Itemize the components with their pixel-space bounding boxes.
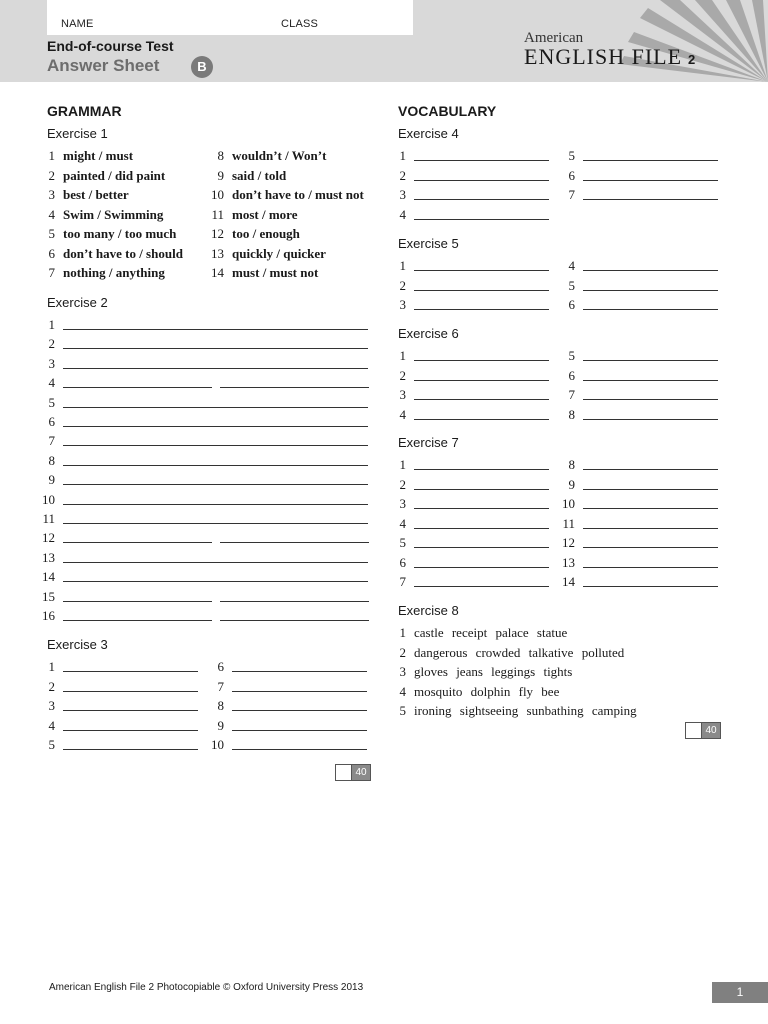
answer-row [559,514,718,533]
answer-row [390,514,549,533]
brand-american: American [524,30,584,46]
item-number: 6 [568,297,575,312]
answer-line[interactable] [63,387,212,388]
footer-copyright: American English File 2 Photocopiable © Oxford University Press 2013 [49,982,364,993]
answer-line[interactable] [583,360,718,361]
answer-row [390,572,549,591]
item-number: 11 [562,515,575,531]
item-number: 9 [217,167,224,183]
answer-line[interactable] [414,380,549,381]
item-number: 6 [48,245,55,261]
answer-row [208,205,297,224]
answer-choice: most / more [232,206,298,222]
item-number: 4 [48,717,55,733]
answer-choice: said / told [232,167,287,183]
answer-choice: too many / too much [63,226,177,241]
item-number: 8 [568,457,575,472]
word-list: gloves jeans leggings tights [414,664,573,679]
brand-name: ENGLISH FILE [524,44,683,69]
item-number: 2 [399,644,406,660]
answer-line[interactable] [414,469,549,470]
answer-line[interactable] [414,360,549,361]
item-number: 10 [42,491,55,507]
exercise-5-title: Exercise 5 [398,236,459,251]
answer-row [208,146,326,165]
answer-line[interactable] [583,270,718,271]
answer-row [39,224,176,243]
version-badge: B [191,56,213,78]
item-number: 7 [217,678,224,694]
answer-row [39,263,165,282]
item-number: 15 [42,588,55,604]
score-blank[interactable] [686,723,702,738]
answer-line[interactable] [414,180,549,181]
brand-level: 2 [688,52,697,67]
answer-row [559,295,718,314]
item-number: 7 [48,433,55,449]
answer-line[interactable] [63,504,368,505]
item-number: 5 [48,394,55,410]
answer-row [559,256,718,275]
answer-row [208,735,367,754]
answer-row [39,470,368,489]
answer-row [559,455,718,474]
answer-row [390,256,549,275]
exercise-2-title: Exercise 2 [47,295,108,310]
answer-row [39,490,368,509]
item-number: 13 [42,549,55,565]
answer-row [390,662,572,681]
item-number: 9 [217,717,224,733]
answer-row [39,451,368,470]
answer-row [39,146,133,165]
item-number: 2 [399,277,406,293]
answer-choice: nothing / anything [63,265,165,280]
answer-line[interactable] [63,348,368,349]
answer-row [208,716,367,735]
answer-choice: might / must [63,148,134,163]
answer-choice: best / better [63,187,129,202]
item-number: 4 [48,206,55,222]
item-number: 2 [48,167,55,183]
answer-row [390,146,549,165]
answer-row [39,412,368,431]
item-number: 1 [48,317,55,332]
answer-row [390,494,549,513]
answer-line[interactable] [414,309,549,310]
item-number: 2 [399,367,406,383]
vocabulary-title: VOCABULARY [398,103,497,119]
answer-row [390,643,624,662]
answer-line[interactable] [232,671,367,672]
item-number: 5 [48,226,55,241]
answer-line[interactable] [63,445,368,446]
item-number: 5 [568,348,575,363]
page-number: 1 [712,982,768,1003]
answer-row [559,366,718,385]
item-number: 10 [211,737,224,752]
answer-row [39,244,183,263]
answer-row [39,606,369,625]
answer-row [559,405,718,424]
answer-choice: must / must not [232,265,319,280]
item-number: 4 [48,375,55,391]
item-number: 3 [48,187,55,202]
answer-row [559,553,718,572]
item-number: 3 [399,496,406,511]
item-number: 8 [568,406,575,422]
answer-row [39,354,368,373]
answer-line[interactable] [583,180,718,181]
answer-row [390,455,549,474]
answer-line[interactable] [414,219,549,220]
item-number: 12 [211,226,224,241]
answer-line[interactable] [232,749,367,750]
item-number: 7 [399,574,406,589]
answer-row [39,677,198,696]
answer-row [390,166,549,185]
answer-line[interactable] [583,160,718,161]
brand-logo [524,44,696,70]
answer-line[interactable] [220,542,369,543]
answer-row [39,205,163,224]
answer-row [559,146,718,165]
word-list: castle receipt palace statue [414,625,568,640]
answer-line[interactable] [583,290,718,291]
answer-row [39,528,369,547]
item-number: 2 [399,167,406,183]
answer-line[interactable] [63,710,198,711]
item-number: 6 [48,414,55,429]
answer-line[interactable] [63,691,198,692]
exercise-3-title: Exercise 3 [47,637,108,652]
answer-line[interactable] [220,620,369,621]
item-number: 5 [48,737,55,752]
item-number: 3 [48,355,55,371]
answer-line[interactable] [583,399,718,400]
answer-line[interactable] [63,465,368,466]
item-number: 8 [217,698,224,713]
answer-line[interactable] [414,528,549,529]
item-number: 6 [217,659,224,674]
answer-row [390,475,549,494]
answer-row [390,701,637,720]
answer-row [39,567,368,586]
answer-choice: don’t have to / must not [232,187,364,202]
answer-row [208,224,300,243]
answer-line[interactable] [583,528,718,529]
item-number: 1 [48,659,55,674]
item-number: 13 [211,245,224,261]
exercise-1-title: Exercise 1 [47,126,108,141]
item-number: 5 [568,277,575,293]
item-number: 14 [562,574,575,589]
item-number: 1 [48,148,55,163]
item-number: 9 [48,472,55,488]
exercise-6-title: Exercise 6 [398,326,459,341]
answer-line[interactable] [232,691,367,692]
answer-row [559,533,718,552]
answer-line[interactable] [63,426,368,427]
answer-row [208,263,318,282]
answer-row [39,509,368,528]
answer-line[interactable] [414,290,549,291]
word-list: ironing sightseeing sunbathing camping [414,703,637,718]
item-number: 1 [399,348,406,363]
name-class-box [47,0,413,35]
item-number: 3 [48,698,55,713]
answer-line[interactable] [583,567,718,568]
answer-row [559,185,718,204]
answer-row [559,494,718,513]
answer-line[interactable] [63,620,212,621]
page-header [0,0,768,82]
item-number: 13 [562,554,575,570]
answer-line[interactable] [414,489,549,490]
item-number: 8 [48,452,55,468]
answer-line[interactable] [583,419,718,420]
answer-line[interactable] [63,730,198,731]
answer-choice: painted / did paint [63,167,166,183]
grammar-score-box [335,764,371,781]
answer-line[interactable] [63,368,368,369]
exercise-4-title: Exercise 4 [398,126,459,141]
item-number: 3 [399,387,406,402]
answer-line[interactable] [414,547,549,548]
answer-row [390,276,549,295]
item-number: 14 [42,569,55,585]
answer-row [559,166,718,185]
answer-line[interactable] [63,671,198,672]
answer-choice: wouldn’t / Won’t [232,148,327,163]
item-number: 3 [399,664,406,679]
answer-line[interactable] [63,601,212,602]
answer-line[interactable] [414,419,549,420]
answer-line[interactable] [583,469,718,470]
score-blank[interactable] [336,765,352,780]
item-number: 3 [399,187,406,202]
item-number: 8 [217,148,224,163]
answer-line[interactable] [583,380,718,381]
vocabulary-score-box [685,722,721,739]
answer-choice: Swim / Swimming [63,206,164,222]
answer-line[interactable] [414,586,549,587]
answer-row [208,185,364,204]
answer-line[interactable] [220,601,369,602]
item-number: 11 [211,206,224,222]
answer-row [559,385,718,404]
answer-row [390,682,559,701]
answer-row [39,373,369,392]
answer-row [39,166,165,185]
answer-line[interactable] [63,749,198,750]
answer-line[interactable] [232,730,367,731]
score-total: 40 [352,765,370,780]
answer-row [39,657,198,676]
item-number: 4 [399,206,406,222]
answer-row [559,475,718,494]
item-number: 4 [399,406,406,422]
answer-line[interactable] [414,160,549,161]
item-number: 5 [399,535,406,550]
item-number: 10 [211,187,224,202]
answer-row [39,548,368,567]
answer-line[interactable] [414,567,549,568]
item-number: 2 [48,336,55,352]
answer-line[interactable] [583,547,718,548]
answer-line[interactable] [63,484,368,485]
answer-line[interactable] [63,562,368,563]
word-list: dangerous crowded talkative polluted [414,644,625,660]
answer-line[interactable] [414,199,549,200]
item-number: 1 [399,148,406,163]
item-number: 14 [211,265,224,280]
item-number: 6 [568,367,575,383]
sheet-title: Answer Sheet [47,56,160,75]
item-number: 7 [48,265,55,280]
answer-row [208,677,367,696]
answer-line[interactable] [63,407,368,408]
answer-row [390,533,549,552]
item-number: 9 [568,476,575,492]
item-number: 16 [42,608,55,623]
answer-row [208,657,367,676]
test-title: End-of-course Test [47,38,174,54]
answer-line[interactable] [220,387,369,388]
answer-row [39,334,368,353]
item-number: 2 [48,678,55,694]
name-label: NAME [61,18,94,30]
item-number: 5 [568,148,575,163]
answer-row [390,295,549,314]
answer-row [39,696,198,715]
answer-line[interactable] [414,508,549,509]
answer-row [390,623,567,642]
answer-line[interactable] [63,523,368,524]
answer-row [39,735,198,754]
item-number: 2 [399,476,406,492]
answer-row [559,276,718,295]
answer-row [39,431,368,450]
item-number: 1 [399,457,406,472]
answer-line[interactable] [583,586,718,587]
answer-row [39,716,198,735]
item-number: 4 [399,515,406,531]
item-number: 3 [399,297,406,312]
answer-row [390,385,549,404]
answer-line[interactable] [63,542,212,543]
grammar-title: GRAMMAR [47,103,122,119]
item-number: 5 [399,703,406,718]
answer-row [559,572,718,591]
answer-row [390,366,549,385]
answer-line[interactable] [583,508,718,509]
answer-row [390,553,549,572]
answer-row [208,166,286,185]
answer-choice: don’t have to / should [63,245,183,261]
answer-row [390,205,549,224]
item-number: 6 [399,554,406,570]
answer-line[interactable] [414,270,549,271]
word-list: mosquito dolphin fly bee [414,683,560,699]
answer-row [39,393,368,412]
item-number: 4 [399,683,406,699]
answer-line[interactable] [63,581,368,582]
answer-row [559,346,718,365]
class-label: CLASS [281,18,319,30]
answer-choice: quickly / quicker [232,245,326,261]
answer-row [390,346,549,365]
answer-row [39,185,129,204]
item-number: 1 [399,625,406,640]
answer-line[interactable] [63,329,368,330]
item-number: 7 [568,187,575,202]
answer-line[interactable] [583,199,718,200]
answer-row [390,185,549,204]
exercise-8-title: Exercise 8 [398,603,459,618]
answer-line[interactable] [583,309,718,310]
item-number: 1 [399,258,406,273]
answer-row [390,405,549,424]
answer-line[interactable] [583,489,718,490]
answer-line[interactable] [232,710,367,711]
item-number: 12 [42,530,55,546]
answer-row [208,696,367,715]
answer-row [39,587,369,606]
item-number: 12 [562,535,575,550]
answer-row [39,315,368,334]
answer-line[interactable] [414,399,549,400]
answer-row [208,244,326,263]
item-number: 11 [42,511,55,526]
item-number: 7 [568,387,575,402]
exercise-7-title: Exercise 7 [398,435,459,450]
item-number: 10 [562,496,575,511]
answer-choice: too / enough [232,226,300,241]
item-number: 6 [568,167,575,183]
score-total: 40 [702,723,720,738]
item-number: 4 [568,258,575,273]
